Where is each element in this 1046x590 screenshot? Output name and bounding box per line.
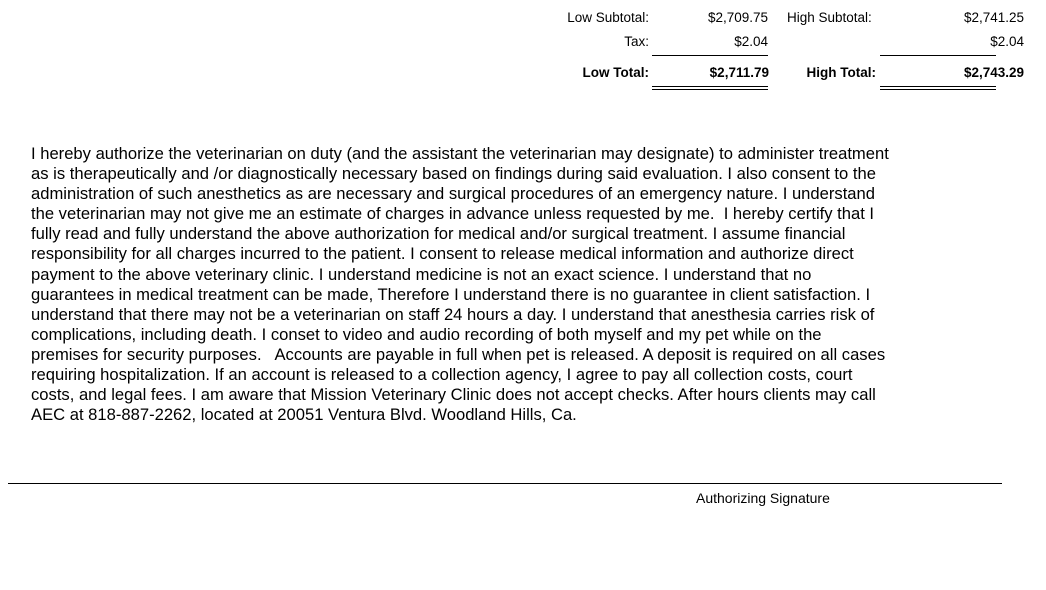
authorization-line: as is therapeutically and /or diagnostically necessary based on findings during said evaluation. I also consent to the <box>31 164 876 184</box>
authorization-line: AEC at 818-887-2262, located at 20051 Ventura Blvd. Woodland Hills, Ca. <box>31 405 577 425</box>
low-total-value: $2,711.79 <box>709 65 769 80</box>
high-total-top-rule <box>880 55 996 56</box>
low-tax-value: $2.04 <box>734 34 768 49</box>
low-total-label: Low Total: <box>582 65 649 80</box>
high-subtotal-value: $2,741.25 <box>963 10 1024 25</box>
high-subtotal-label: High Subtotal: <box>787 10 872 25</box>
totals-block <box>0 0 1046 100</box>
authorization-line: requiring hospitalization. If an account is released to a collection agency, I agree to pay all collection costs, court <box>31 365 853 385</box>
low-subtotal-value: $2,709.75 <box>707 10 768 25</box>
high-total-label: High Total: <box>806 65 876 80</box>
authorization-line: the veterinarian may not give me an estimate of charges in advance unless requested by me. I hereby certify that I <box>31 204 875 224</box>
authorization-line: responsibility for all charges incurred to the patient. I consent to release medical information and authorize direct <box>31 244 854 264</box>
high-tax-value: $2.04 <box>990 34 1024 49</box>
authorization-line: payment to the above veterinary clinic. I understand medicine is not an exact science. I understand that no <box>31 264 812 284</box>
low-total-double-rule <box>652 86 768 90</box>
low-subtotal-label: Low Subtotal: <box>567 10 649 25</box>
authorization-line: administration of such anesthetics as are necessary and surgical procedures of an emergency nature. I understand <box>31 184 875 204</box>
high-total-value: $2,743.29 <box>963 65 1024 80</box>
authorization-line: understand that there may not be a veterinarian on staff 24 hours a day. I understand that anesthesia carries risk of <box>31 304 875 324</box>
low-total-top-rule <box>652 55 768 56</box>
authorization-line: I hereby authorize the veterinarian on duty (and the assistant the veterinarian may designate) to administer treatment <box>31 144 889 163</box>
authorization-paragraph <box>31 144 951 425</box>
authorization-line: fully read and fully understand the above authorization for medical and/or surgical treatment. I assume financial <box>31 224 846 244</box>
signature-line <box>8 483 1002 484</box>
authorization-line: complications, including death. I conset to video and audio recording of both myself and my pet while on the <box>31 324 822 344</box>
high-total-double-rule <box>880 86 996 90</box>
signature-label: Authorizing Signature <box>696 490 830 506</box>
tax-label: Tax: <box>624 34 649 49</box>
authorization-line: costs, and legal fees. I am aware that Mission Veterinary Clinic does not accept checks. After hours clients may call <box>31 385 876 405</box>
authorization-line: guarantees in medical treatment can be made, Therefore I understand there is no guarantee in client satisfaction. I <box>31 284 871 304</box>
authorization-line: premises for security purposes. Accounts are payable in full when pet is released. A deposit is required on all cases <box>31 344 886 364</box>
